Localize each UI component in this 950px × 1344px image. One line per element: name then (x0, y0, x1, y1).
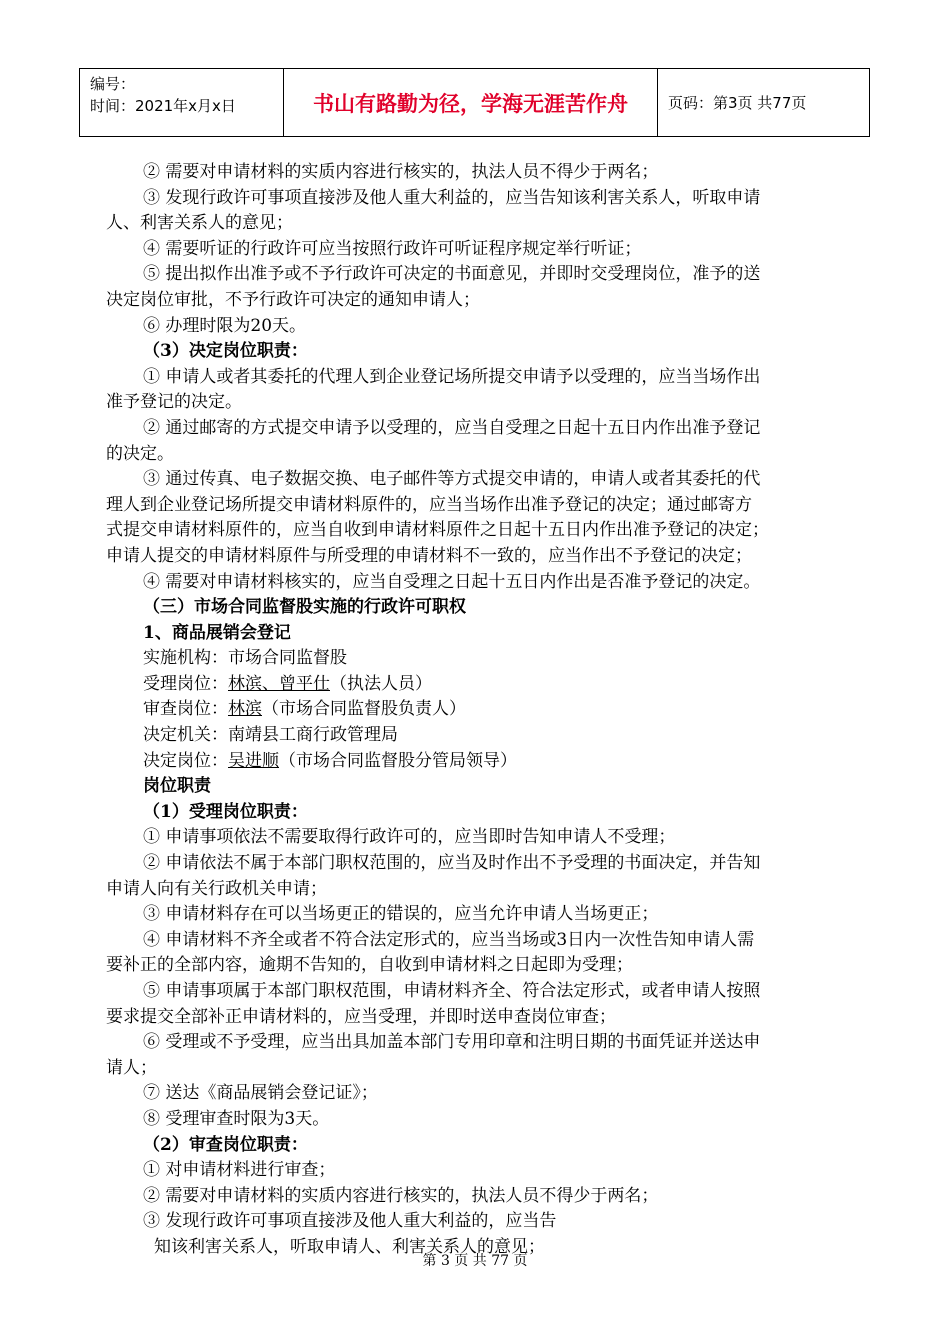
text-line (106, 697, 846, 723)
text-line: ⑤ 申请事项属于本部门职权范围，申请材料齐全、符合法定形式，或者申请人按照 (143, 981, 761, 1001)
text-line: ① 申请事项依法不需要取得行政许可的，应当即时告知申请人不受理； (143, 827, 676, 848)
text-line: ⑤ 提出拟作出准予或不予行政许可决定的书面意见，并即时交受理岗位，准予的送 (143, 264, 761, 285)
page-header (79, 68, 870, 137)
field-note: （执法人员） (330, 673, 432, 694)
text-line: ② 需要对申请材料的实质内容进行核实的，执法人员不得少于两名； (143, 162, 659, 182)
text-line: ① 申请人或者其委托的代理人到企业登记场所提交申请予以受理的，应当当场作出 (143, 366, 761, 387)
text-line: 要求提交全部补正申请材料的，应当受理，并即时送申查岗位审查； (106, 1006, 616, 1027)
text-line: 决定机关：南靖县工商行政管理局 (143, 725, 398, 746)
text-line: 请人； (106, 1057, 157, 1078)
text-line: 要补正的全部内容，逾期不告知的，自收到申请材料之日起即为受理； (106, 955, 633, 976)
text-line: ⑧ 受理审查时限为3天。 (143, 1108, 330, 1129)
text-line: 申请人向有关行政机关申请； (106, 878, 327, 899)
text-line: ② 通过邮寄的方式提交申请予以受理的，应当自受理之日起十五日内作出准予登记 (143, 417, 761, 438)
text-line: ③ 申请材料存在可以当场更正的错误的，应当允许申请人当场更正； (143, 904, 659, 925)
underlined-name: 吴进顺 (228, 750, 279, 771)
text-line: 知该利害关系人，听取申请人、利害关系人的意见； (154, 1236, 545, 1257)
text-line: （三）市场合同监督股实施的行政许可职权 (143, 597, 466, 618)
text-line: ③ 发现行政许可事项直接涉及他人重大利益的，应当告知该利害关系人，听取申请 (143, 187, 761, 208)
text-line: 申请人提交的申请材料原件与所受理的申请材料不一致的，应当作出不予登记的决定； (106, 545, 752, 566)
field-label: 审查岗位： (143, 699, 228, 720)
text-line: 准予登记的决定。 (106, 392, 242, 413)
text-line: 的决定。 (106, 443, 174, 464)
document-number-label: 编号： (90, 75, 136, 93)
field-label: 受理岗位： (143, 673, 228, 694)
text-line: ④ 申请材料不齐全或者不符合法定形式的，应当当场或3日内一次性告知申请人需 (143, 929, 755, 950)
text-line: ⑥ 受理或不予受理，应当出具加盖本部门专用印章和注明日期的书面凭证并送达申 (143, 1032, 761, 1053)
text-line: ② 申请依法不属于本部门职权范围的，应当及时作出不予受理的书面决定，并告知 (143, 853, 761, 874)
underlined-name: 林滨、曾平仕 (228, 673, 330, 694)
text-line: ③ 发现行政许可事项直接涉及他人重大利益的，应当告 (143, 1211, 557, 1232)
text-line: 实施机构：市场合同监督股 (143, 648, 347, 669)
text-line: ③ 通过传真、电子数据交换、电子邮件等方式提交申请的，申请人或者其委托的代 (143, 469, 761, 490)
text-line: ⑥ 办理时限为20天。 (143, 315, 307, 336)
field-note: （市场合同监督股负责人） (262, 699, 466, 720)
text-line: ⑦ 送达《商品展销会登记证》； (143, 1083, 378, 1104)
text-line (106, 672, 846, 698)
page-footer: 第 3 页 共 77 页 (422, 1253, 528, 1269)
field-note: （市场合同监督股分管局领导） (279, 750, 517, 771)
underlined-name: 林滨 (228, 699, 262, 720)
text-line: （3）决定岗位职责： (143, 341, 308, 362)
header-meta (80, 69, 284, 136)
text-line (106, 749, 846, 775)
field-label: 决定岗位： (143, 750, 228, 771)
text-line: ① 对申请材料进行审查； (143, 1160, 336, 1181)
text-line: （1）受理岗位职责： (143, 801, 308, 822)
header-motto: 书山有路勤为径，学海无涯苦作舟 (284, 69, 658, 136)
text-line: 式提交申请材料原件的，应当自收到申请材料原件之日起十五日内作出准予登记的决定； (106, 520, 769, 541)
document-body (106, 160, 846, 1261)
text-line: ④ 需要听证的行政许可应当按照行政许可听证程序规定举行听证； (143, 238, 642, 259)
text-line: （2）审查岗位职责： (143, 1134, 308, 1155)
text-line: ② 需要对申请材料的实质内容进行核实的，执法人员不得少于两名； (143, 1185, 659, 1206)
text-line: 理人到企业登记场所提交申请材料原件的，应当当场作出准予登记的决定；通过邮寄方 (106, 494, 752, 515)
text-line: 1、商品展销会登记 (143, 622, 291, 643)
text-line: 岗位职责 (143, 776, 211, 797)
text-line: 人、利害关系人的意见； (106, 213, 293, 234)
text-line: 决定岗位审批，不予行政许可决定的通知申请人； (106, 289, 480, 310)
document-date: 时间：2021年x月x日 (90, 97, 236, 115)
text-line: ④ 需要对申请材料核实的，应当自受理之日起十五日内作出是否准予登记的决定。 (143, 571, 761, 592)
header-page-info: 页码：第3页 共77页 (668, 94, 807, 112)
